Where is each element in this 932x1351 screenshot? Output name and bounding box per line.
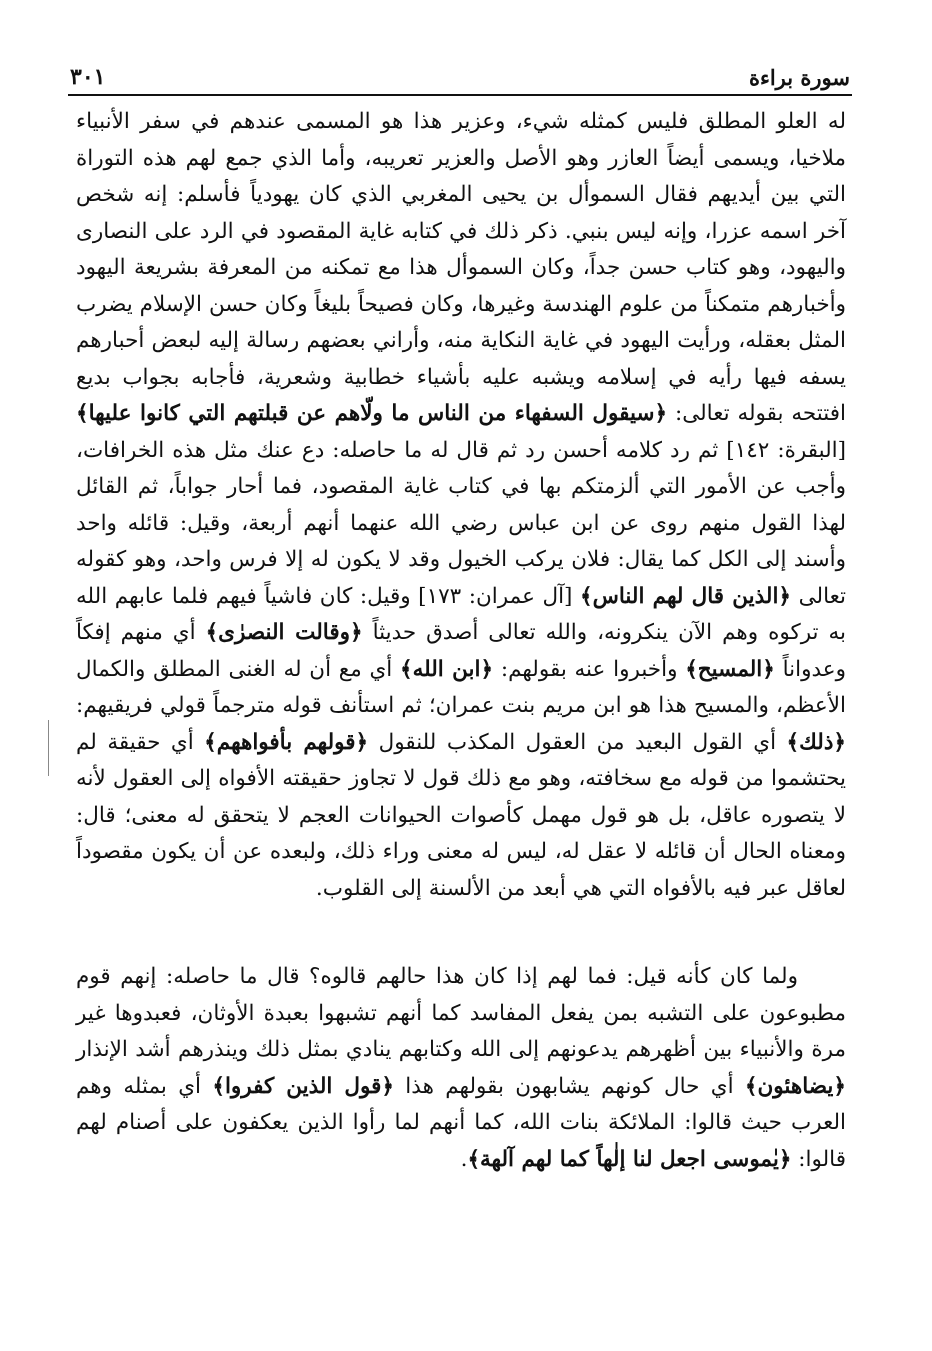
quran-quote: ﴿قولهم بأفواههم﴾ [204,729,369,755]
quran-quote: ﴿يٰموسى اجعل لنا إلٰهاً كما لهم آلهة﴾ [467,1146,792,1172]
quran-quote: ﴿ابن الله﴾ [400,656,494,682]
text-segment: أي حقيقة لم يحتشموا من قوله مع سخافته، وهو مع ذلك قول لا تجاوز حقيقته الأفواه إلى العقول لأنه لا يتصوره عاقل، بل هو قول مهمل كأصوات الحيوانات العجم لا يتحقق له معنى؛ قال: ومعناه الحال أن قائله لا عقل له، ليس له معنى وراء ذلك، ولبعده عن أن يكون مقصوداً لعاقل عبر فيه بالأفواه التي هي أبعد من الألسنة إلى القلوب. [76,729,846,901]
scan-edge-mark [48,720,49,776]
text-segment: . [460,1146,468,1172]
page-number: ٣٠١ [70,64,106,90]
quran-quote: ﴿قول الذين كفروا﴾ [212,1073,394,1099]
surah-title: سورة براءة [748,65,850,90]
text-segment: أي حال كونهم يشابهون بقولهم هذا [393,1073,745,1099]
text-segment: [البقرة: ١٤٢] ثم رد كلامه أحسن رد ثم قال له ما حاصله: دع عنك مثل هذه الخرافات، وأجب عن الأمور التي ألزمتكم بها في كتاب غاية المقصود، فما أحار جواباً، ثم القائل لهذا القول منهم روى عن ابن عباس رضي الله عنهما أنهم أربعة، وقيل: قائله واحد وأسند إلى الكل كما يقال: فلان يركب الخيول وقد لا يكون له إلا فرس واحد، وهو كقوله تعالى [76,437,846,609]
quran-quote: ﴿سيقول السفهاء من الناس ما ولّاهم عن قبلتهم التي كانوا عليها﴾ [76,401,668,426]
quran-quote: ﴿يضاهئون﴾ [744,1073,846,1099]
quran-quote: ﴿المسيح﴾ [685,656,775,682]
text-segment: ولما كان كأنه قيل: فما لهم إذا كان هذا حالهم قالوه؟ قال ما حاصله: إنهم قوم مطبوعون على التشبه بمن يفعل المفاسد كما أنهم تشبهوا بعبدة الأوثان، فعبدوها غير مرة والأنبياء بين أظهرهم يدعونهم إلى الله وكتابهم ينادي بمثل ذلك وينذرهم أشد الإنذار [76,964,846,1062]
quran-quote: ﴿الذين قال لهم الناس﴾ [580,583,792,609]
header-rule [68,94,852,96]
paragraph-2 [76,959,846,1178]
paragraph-1 [76,104,846,907]
text-segment: أي منهم إفكاً وعدواناً [76,620,847,682]
text-segment: له العلو المطلق فليس كمثله شيء، وعزير هذا هو المسمى عندهم في سفر الأنبياء ملاخيا، ويسمى أيضاً العازر وهو الأصل والعزير تعريبه، وأما الذي جمع لهم هذه التوراة التي بين أيديهم فقال السموأل بن يحيى المغربي الذي كان يهودياً فأسلم: إنه شخص آخر اسمه عزرا، وإنه ليس بنبي. ذكر ذلك في كتابه غاية المقصود في الرد على النصارى واليهود، وهو كتاب حسن جداً، وكان السموأل هذا مع تمكنه من المعرفة بشريعة اليهود وأخبارهم متمكناً من علوم الهندسة وغيرها، وكان فصيحاً بليغاً وكان حسن الإسلام يضرب المثل بعقله، ورأيت اليهود في غاية النكاية منه، وأراني بعضهم رسالة إليه لبعض أحبارهم يسفه فيها رأيه في إسلامه ويشبه عليه بأشياء خطابية وشعرية، فأجابه بجواب بديع افتتحه بقوله تعالى: [76,109,846,426]
quran-quote: ﴿وقالت النصرٰى﴾ [205,620,363,645]
text-segment: [آل عمران: ١٧٣] وقيل: كان فاشياً فيهم فلما عابهم الله به تركوه وهم الآن ينكرونه، والله تعالى أصدق حديثاً [76,583,847,645]
text-segment: وأخبروا عنه بقولهم: [493,656,686,682]
text-segment: أي مع أن له الغنى المطلق والكمال الأعظم، والمسيح هذا هو ابن مريم بنت عمران؛ ثم استأنف قوله مترجماً قولي فريقيهم: [76,656,846,718]
text-segment: أي بمثله وهم العرب حيث قالوا: الملائكة بنات الله، كما أنهم لما رأوا الذين يعكفون على أصنام لهم قالوا: [76,1073,846,1172]
quran-quote: ﴿ذلك﴾ [786,729,846,755]
page-body [76,104,846,1178]
page-header [70,56,850,90]
text-segment: أي القول البعيد من العقول المكذب للنقول [368,729,787,755]
